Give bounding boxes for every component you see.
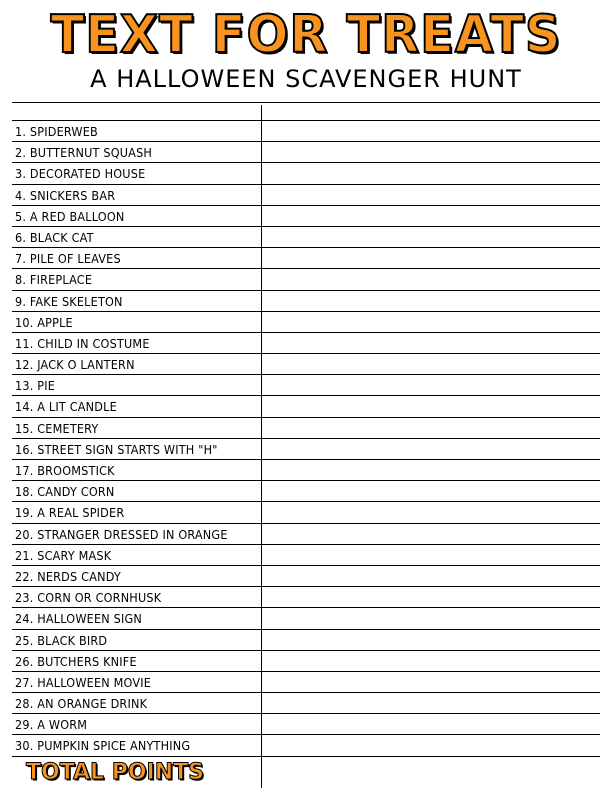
- list-item: [12, 460, 600, 481]
- list-item: [12, 418, 600, 439]
- item-label: 8. FIREPLACE: [15, 272, 93, 288]
- list-item: [12, 735, 600, 756]
- item-label: 2. BUTTERNUT SQUASH: [15, 145, 153, 161]
- item-label: 24. HALLOWEEN SIGN: [15, 611, 143, 627]
- item-label: 16. STREET SIGN STARTS WITH "H": [15, 441, 218, 457]
- item-label: 4. SNICKERS BAR: [15, 187, 116, 203]
- page-subtitle: A HALLOWEEN SCAVENGER HUNT: [90, 65, 522, 93]
- total-points-label: TOTAL POINTS: [26, 760, 204, 785]
- item-label: 12. JACK O LANTERN: [15, 357, 135, 373]
- item-label: 15. CEMETERY: [15, 420, 99, 436]
- list-item: [12, 630, 600, 651]
- item-label: 25. BLACK BIRD: [15, 632, 108, 648]
- item-label: 11. CHILD IN COSTUME: [15, 335, 150, 351]
- item-label: 29. A WORM: [15, 717, 88, 733]
- list-item: [12, 587, 600, 608]
- list-item: [12, 481, 600, 502]
- item-label: 14. A LIT CANDLE: [15, 399, 117, 415]
- item-label: 7. PILE OF LEAVES: [15, 251, 121, 267]
- item-label: 3. DECORATED HOUSE: [15, 166, 146, 182]
- list-item: [12, 524, 600, 545]
- column-divider: [261, 105, 262, 788]
- item-label: 19. A REAL SPIDER: [15, 505, 125, 521]
- item-label: 20. STRANGER DRESSED IN ORANGE: [15, 526, 228, 542]
- item-label: 6. BLACK CAT: [15, 229, 94, 245]
- item-label: 9. FAKE SKELETON: [15, 293, 123, 309]
- list-item: [12, 269, 600, 290]
- item-label: 21. SCARY MASK: [15, 547, 112, 563]
- list-item: [12, 439, 600, 460]
- item-label: 22. NERDS CANDY: [15, 568, 121, 584]
- list-item: [12, 566, 600, 587]
- header-divider: [12, 102, 600, 103]
- list-item: [12, 163, 600, 184]
- scavenger-list: [12, 120, 600, 757]
- item-label: 30. PUMPKIN SPICE ANYTHING: [15, 738, 191, 754]
- list-item: [12, 608, 600, 629]
- item-label: 18. CANDY CORN: [15, 484, 115, 500]
- list-item: [12, 185, 600, 206]
- list-item: [12, 396, 600, 417]
- list-item: [12, 206, 600, 227]
- item-label: 23. CORN OR CORNHUSK: [15, 590, 162, 606]
- list-item: [12, 354, 600, 375]
- item-label: 28. AN ORANGE DRINK: [15, 696, 148, 712]
- item-label: 10. APPLE: [15, 314, 73, 330]
- list-item: [12, 375, 600, 396]
- list-item: [12, 693, 600, 714]
- item-label: 17. BROOMSTICK: [15, 463, 115, 478]
- list-item: [12, 545, 600, 566]
- list-item: [12, 142, 600, 163]
- list-item: [12, 651, 600, 672]
- list-item: [12, 248, 600, 269]
- item-label: 26. BUTCHERS KNIFE: [15, 653, 137, 669]
- item-label: 5. A RED BALLOON: [15, 208, 125, 224]
- list-item: [12, 291, 600, 312]
- list-item: [12, 714, 600, 735]
- list-item: [12, 672, 600, 693]
- list-item: [12, 333, 600, 354]
- list-item: [12, 121, 600, 142]
- list-item: [12, 502, 600, 523]
- item-label: 27. HALLOWEEN MOVIE: [15, 674, 152, 690]
- item-label: 1. SPIDERWEB: [15, 124, 98, 139]
- page-title: TEXT FOR TREATS: [50, 5, 562, 65]
- item-label: 13. PIE: [15, 378, 56, 394]
- list-item: [12, 227, 600, 248]
- list-item: [12, 312, 600, 333]
